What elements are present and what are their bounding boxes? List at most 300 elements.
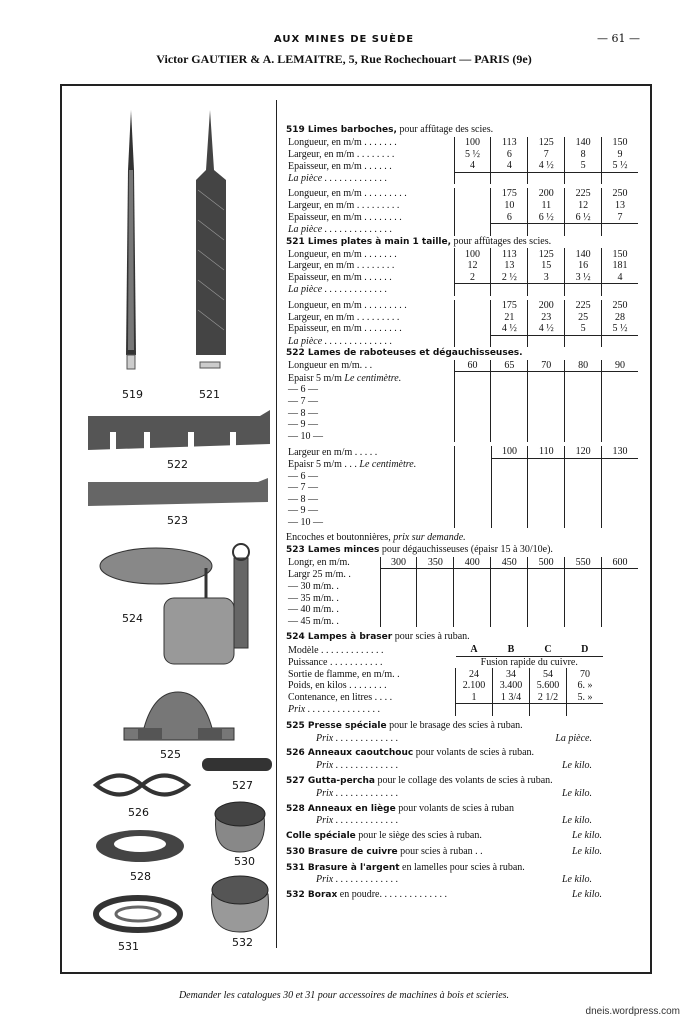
value-cell bbox=[528, 172, 565, 184]
table-cell bbox=[565, 569, 602, 581]
price-label: Prix . . . . . . . . . . . . . bbox=[316, 787, 399, 799]
row-label: Longueur, en m/m . . . . . . . . . bbox=[288, 188, 407, 200]
table-row bbox=[286, 188, 638, 200]
table-cell bbox=[454, 407, 491, 419]
item-name: Colle spéciale bbox=[286, 831, 356, 842]
model-cell: C bbox=[530, 644, 567, 656]
value-cell: 250 bbox=[602, 300, 638, 312]
row-label: Largr 25 m/m. . bbox=[288, 569, 351, 581]
row-label bbox=[286, 372, 454, 384]
value-cell bbox=[528, 223, 565, 235]
value-cell: 2 1/2 bbox=[530, 692, 567, 704]
value-cell: 28 bbox=[602, 311, 638, 323]
table-cell bbox=[380, 569, 417, 581]
table-cell bbox=[454, 517, 491, 529]
power-value: Fusion rapide du cuivre. bbox=[480, 657, 578, 669]
value-cell: 6 ½ bbox=[565, 211, 602, 223]
blade-522-illustration bbox=[88, 410, 270, 452]
value-cell bbox=[602, 223, 638, 235]
table-cell bbox=[602, 419, 638, 431]
value-cell: 5.600 bbox=[530, 680, 567, 692]
value-cell: 130 bbox=[602, 446, 638, 458]
table-cell bbox=[491, 419, 528, 431]
table-row bbox=[286, 668, 603, 680]
row-label: — 8 — bbox=[288, 407, 318, 419]
cork-ring-528-illustration bbox=[92, 826, 188, 868]
list-item-title bbox=[286, 862, 638, 875]
item-519-table-1 bbox=[286, 137, 638, 184]
item-desc: en poudre. . . . . . . . . . . . . . bbox=[337, 889, 447, 901]
fig-label-526: 526 bbox=[128, 806, 149, 819]
table-row bbox=[286, 680, 603, 692]
fig-label-530: 530 bbox=[234, 855, 255, 868]
table-cell bbox=[380, 604, 417, 616]
value-cell bbox=[454, 172, 491, 184]
table-row bbox=[286, 360, 638, 372]
price-label: Prix . . . . . . . . . . . . . bbox=[316, 760, 399, 772]
value-cell bbox=[493, 704, 530, 716]
value-cell: 13 bbox=[491, 260, 528, 272]
table-cell bbox=[565, 396, 602, 408]
table-cell bbox=[417, 581, 454, 593]
table-row bbox=[286, 372, 638, 384]
table-cell bbox=[602, 372, 638, 384]
list-item-title bbox=[286, 775, 638, 788]
table-row bbox=[286, 430, 638, 442]
row-label: Largeur, en m/m . . . . . . . . bbox=[288, 260, 395, 272]
value-cell bbox=[491, 223, 528, 235]
table-row bbox=[286, 300, 638, 312]
fig-label-525: 525 bbox=[160, 748, 181, 761]
price-label: Prix . . . . . . . . . . . . . bbox=[316, 815, 399, 827]
value-cell: 4 bbox=[602, 272, 638, 284]
table-row bbox=[286, 446, 638, 458]
list-item-title bbox=[286, 803, 638, 816]
table-row bbox=[286, 407, 638, 419]
table-cell bbox=[528, 482, 565, 494]
value-cell: 5 bbox=[565, 160, 602, 172]
row-label: — 10 — bbox=[288, 430, 323, 442]
row-label: Puissance . . . . . . . . . . . bbox=[288, 656, 383, 668]
price-row bbox=[286, 874, 638, 886]
table-cell bbox=[491, 396, 528, 408]
file-519-illustration bbox=[116, 110, 146, 370]
row-label: Epaisseur, en m/m . . . . . . bbox=[288, 272, 392, 284]
item-desc: pour volants de scies à ruban bbox=[395, 802, 514, 814]
table-cell bbox=[528, 604, 565, 616]
value-cell bbox=[491, 284, 528, 296]
value-cell: 25 bbox=[565, 311, 602, 323]
value-cell: 5. » bbox=[567, 692, 604, 704]
table-cell bbox=[491, 493, 528, 505]
item-name: 531 Brasure à l'argent bbox=[286, 862, 400, 873]
value-cell: 24 bbox=[456, 668, 493, 680]
row-label: La pièce . . . . . . . . . . . . . . bbox=[288, 224, 393, 235]
unit-label: Le centimètre. bbox=[359, 458, 417, 470]
list-item-title bbox=[286, 889, 638, 902]
value-cell: 200 bbox=[528, 188, 565, 200]
table-cell bbox=[380, 581, 417, 593]
item-523-heading: 523 Lames minces pour dégauchisseuses (épaisr 15 à 30/10e). bbox=[286, 544, 553, 555]
unit-label: La pièce. bbox=[555, 732, 592, 744]
value-cell: 4 ½ bbox=[491, 323, 528, 335]
model-cell: A bbox=[456, 644, 493, 656]
value-cell: 3 bbox=[528, 272, 565, 284]
row-label: — 45 m/m. . bbox=[288, 616, 339, 628]
item-524-table bbox=[286, 644, 603, 716]
row-label: — 6 — bbox=[288, 384, 318, 396]
table-cell bbox=[602, 493, 638, 505]
price-row bbox=[286, 760, 638, 772]
table-cell bbox=[602, 470, 638, 482]
table-cell bbox=[565, 407, 602, 419]
table-row bbox=[286, 482, 638, 494]
price-label: Prix . . . . . . . . . . . . . bbox=[316, 732, 399, 744]
value-cell: 34 bbox=[493, 668, 530, 680]
value-cell: 125 bbox=[528, 248, 565, 260]
value-cell: 175 bbox=[491, 300, 528, 312]
table-row bbox=[286, 160, 638, 172]
table-cell bbox=[454, 188, 491, 200]
table-row bbox=[286, 569, 638, 581]
value-cell: 150 bbox=[602, 248, 638, 260]
value-cell: 6 ½ bbox=[528, 211, 565, 223]
table-row bbox=[286, 419, 638, 431]
table-cell bbox=[454, 419, 491, 431]
table-row bbox=[286, 616, 638, 628]
fig-label-523: 523 bbox=[167, 514, 188, 527]
table-cell bbox=[602, 581, 638, 593]
table-cell bbox=[491, 517, 528, 529]
table-cell bbox=[528, 458, 565, 470]
table-cell bbox=[454, 593, 491, 605]
value-cell: 250 bbox=[602, 188, 638, 200]
table-cell bbox=[491, 470, 528, 482]
gutta-percha-527-illustration bbox=[200, 756, 276, 774]
value-cell: 113 bbox=[491, 137, 528, 149]
value-cell: 110 bbox=[528, 446, 565, 458]
table-cell bbox=[602, 569, 638, 581]
table-cell bbox=[528, 396, 565, 408]
table-cell bbox=[417, 616, 454, 628]
fig-label-527: 527 bbox=[232, 779, 253, 792]
table-row bbox=[286, 248, 638, 260]
accessory-list bbox=[286, 720, 638, 902]
item-name: 525 Presse spéciale bbox=[286, 720, 387, 731]
unit-label: Le kilo. bbox=[562, 815, 592, 827]
copper-brazing-530-illustration bbox=[210, 796, 270, 854]
value-cell: 2 bbox=[454, 272, 491, 284]
table-cell bbox=[454, 604, 491, 616]
table-cell bbox=[602, 482, 638, 494]
row-label: — 35 m/m. . bbox=[288, 592, 339, 604]
column-divider bbox=[276, 100, 277, 948]
item-desc: pour scies à ruban . . bbox=[397, 845, 483, 857]
table-cell bbox=[565, 419, 602, 431]
table-row bbox=[286, 148, 638, 160]
table-row bbox=[286, 505, 638, 517]
table-cell bbox=[528, 616, 565, 628]
table-cell bbox=[565, 372, 602, 384]
table-cell bbox=[602, 430, 638, 442]
table-cell bbox=[528, 384, 565, 396]
table-row bbox=[286, 593, 638, 605]
value-cell: 2 ½ bbox=[491, 272, 528, 284]
row-label: — 7 — bbox=[288, 395, 318, 407]
item-desc: pour le siège des scies à ruban. bbox=[355, 830, 482, 842]
table-row bbox=[286, 200, 638, 212]
table-cell bbox=[491, 372, 528, 384]
table-row bbox=[286, 493, 638, 505]
row-label: — 7 — bbox=[288, 482, 318, 494]
thickness-label: Epaisr 5 m/m . . . bbox=[288, 458, 360, 470]
table-cell bbox=[565, 517, 602, 529]
item-desc: pour le collage des volants de scies à ruban. bbox=[374, 774, 553, 786]
value-cell: 7 bbox=[528, 148, 565, 160]
value-cell: 1 3/4 bbox=[493, 692, 530, 704]
table-cell bbox=[380, 593, 417, 605]
value-cell: 100 bbox=[454, 248, 491, 260]
table-cell bbox=[454, 470, 491, 482]
file-521-illustration bbox=[190, 110, 230, 376]
value-cell: 8 bbox=[565, 148, 602, 160]
table-cell bbox=[565, 458, 602, 470]
item-522-note: Encoches et boutonnières, prix sur demande. bbox=[286, 532, 466, 544]
value-cell: 3.400 bbox=[493, 680, 530, 692]
table-row bbox=[286, 470, 638, 482]
unit-label: Le centimètre. bbox=[344, 372, 402, 384]
table-cell bbox=[454, 569, 491, 581]
value-cell: 225 bbox=[565, 188, 602, 200]
borax-532-illustration bbox=[206, 872, 274, 934]
table-cell bbox=[454, 396, 491, 408]
item-name: 532 Borax bbox=[286, 890, 338, 901]
model-cell: D bbox=[567, 644, 604, 656]
value-cell: 550 bbox=[565, 557, 602, 569]
row-label: — 9 — bbox=[288, 505, 318, 517]
table-cell bbox=[417, 604, 454, 616]
fig-label-521: 521 bbox=[199, 388, 220, 401]
row-label: — 6 — bbox=[288, 470, 318, 482]
value-cell bbox=[530, 704, 567, 716]
value-cell: 12 bbox=[565, 200, 602, 212]
model-cell: B bbox=[493, 644, 530, 656]
value-cell: 125 bbox=[528, 137, 565, 149]
table-cell bbox=[491, 384, 528, 396]
table-row bbox=[286, 396, 638, 408]
table-cell bbox=[454, 384, 491, 396]
catalog-title: AUX MINES DE SUÈDE bbox=[273, 34, 415, 45]
value-cell: 450 bbox=[491, 557, 528, 569]
table-cell bbox=[528, 419, 565, 431]
table-cell bbox=[528, 407, 565, 419]
list-item bbox=[286, 889, 638, 902]
row-label: Modèle . . . . . . . . . . . . . bbox=[288, 644, 384, 656]
table-cell bbox=[454, 200, 491, 212]
table-cell bbox=[528, 593, 565, 605]
table-cell bbox=[602, 616, 638, 628]
value-cell: 175 bbox=[491, 188, 528, 200]
row-label: — 9 — bbox=[288, 419, 318, 431]
unit-label: Le kilo. bbox=[572, 830, 602, 842]
list-item bbox=[286, 775, 638, 800]
footer-note: Demander les catalogues 30 et 31 pour accessoires de machines à bois et scieries. bbox=[178, 990, 510, 1001]
table-cell bbox=[454, 223, 491, 235]
table-cell bbox=[565, 470, 602, 482]
value-cell: 10 bbox=[491, 200, 528, 212]
value-cell bbox=[528, 284, 565, 296]
table-cell bbox=[602, 384, 638, 396]
value-cell bbox=[565, 284, 602, 296]
price-row bbox=[286, 815, 638, 827]
table-cell bbox=[454, 482, 491, 494]
price-label: Prix . . . . . . . . . . . . . bbox=[316, 874, 399, 886]
value-cell: 54 bbox=[530, 668, 567, 680]
item-desc: pour volants de scies à ruban. bbox=[413, 747, 535, 759]
press-525-illustration bbox=[114, 688, 244, 746]
table-cell bbox=[491, 616, 528, 628]
row-label: — 8 — bbox=[288, 493, 318, 505]
list-item-title bbox=[286, 747, 638, 760]
list-item bbox=[286, 803, 638, 828]
item-521-table-1 bbox=[286, 248, 638, 295]
value-cell: 5 ½ bbox=[602, 323, 638, 335]
table-cell bbox=[602, 407, 638, 419]
table-cell bbox=[565, 505, 602, 517]
table-cell bbox=[454, 211, 491, 223]
table-row bbox=[286, 557, 638, 569]
watermark: dneis.wordpress.com bbox=[585, 1006, 680, 1017]
unit-label: Le kilo. bbox=[572, 845, 602, 857]
value-cell: 1 bbox=[456, 692, 493, 704]
table-cell bbox=[565, 581, 602, 593]
rubber-ring-526-illustration bbox=[92, 770, 192, 800]
table-cell bbox=[602, 604, 638, 616]
list-item-title bbox=[286, 846, 638, 859]
value-cell: 6 bbox=[491, 211, 528, 223]
unit-label: Le kilo. bbox=[572, 889, 602, 901]
row-label: Poids, en kilos . . . . . . . . bbox=[288, 680, 387, 692]
row-label: Longueur en m/m. . . bbox=[288, 360, 373, 372]
value-cell: 140 bbox=[565, 248, 602, 260]
item-522-table-1 bbox=[286, 360, 638, 442]
thickness-label: Epaisr 5 m/m bbox=[288, 372, 345, 384]
fig-label-524: 524 bbox=[122, 612, 143, 625]
blade-523-illustration bbox=[88, 478, 268, 508]
value-cell: 100 bbox=[454, 137, 491, 149]
table-row bbox=[286, 323, 638, 335]
value-cell: 500 bbox=[528, 557, 565, 569]
table-cell bbox=[528, 505, 565, 517]
value-cell: 21 bbox=[491, 311, 528, 323]
value-cell: 4 ½ bbox=[528, 160, 565, 172]
row-label: La pièce . . . . . . . . . . . . . bbox=[288, 172, 388, 184]
value-cell: 2.100 bbox=[456, 680, 493, 692]
item-519-table-2 bbox=[286, 188, 638, 235]
fig-label-528: 528 bbox=[130, 870, 151, 883]
value-cell: 140 bbox=[565, 137, 602, 149]
row-label: La pièce . . . . . . . . . . . . . bbox=[288, 284, 388, 296]
list-item-title bbox=[286, 830, 638, 843]
table-cell bbox=[491, 430, 528, 442]
table-row bbox=[286, 272, 638, 284]
table-cell bbox=[454, 581, 491, 593]
list-item bbox=[286, 830, 638, 843]
item-name: 527 Gutta-percha bbox=[286, 775, 375, 786]
item-name: 530 Brasure de cuivre bbox=[286, 846, 398, 857]
table-cell bbox=[602, 396, 638, 408]
value-cell: 200 bbox=[528, 300, 565, 312]
product-listing bbox=[286, 124, 638, 905]
value-cell: 120 bbox=[565, 446, 602, 458]
table-cell bbox=[565, 482, 602, 494]
unit-label: Le kilo. bbox=[562, 787, 592, 799]
value-cell: 9 bbox=[602, 148, 638, 160]
table-row bbox=[286, 704, 603, 716]
table-row bbox=[286, 458, 638, 470]
table-cell bbox=[491, 505, 528, 517]
value-cell: 15 bbox=[528, 260, 565, 272]
row-label: Largeur en m/m . . . . . bbox=[288, 446, 378, 458]
table-cell bbox=[454, 505, 491, 517]
value-cell: 4 bbox=[454, 160, 491, 172]
table-cell bbox=[454, 335, 491, 347]
list-item bbox=[286, 747, 638, 772]
table-cell bbox=[491, 581, 528, 593]
row-label: Epaisseur, en m/m . . . . . . bbox=[288, 160, 392, 172]
value-cell: 300 bbox=[380, 557, 417, 569]
item-524-heading: 524 Lampes à braser pour scies à ruban. bbox=[286, 631, 470, 643]
value-cell bbox=[602, 172, 638, 184]
row-label: Largeur, en m/m . . . . . . . . . bbox=[288, 200, 400, 212]
item-522-table-2 bbox=[286, 446, 638, 528]
table-cell bbox=[491, 604, 528, 616]
item-522-heading: 522 Lames de raboteuses et dégauchisseuses. bbox=[286, 348, 523, 359]
item-523-table bbox=[286, 557, 638, 628]
row-label: Longueur, en m/m . . . . . . . bbox=[288, 248, 397, 260]
value-cell: 5 ½ bbox=[602, 160, 638, 172]
value-cell: 6. » bbox=[567, 680, 604, 692]
row-label: — 40 m/m. . bbox=[288, 604, 339, 616]
value-cell: 6 bbox=[491, 148, 528, 160]
table-cell bbox=[528, 517, 565, 529]
row-label: Sortie de flamme, en m/m. . bbox=[288, 668, 400, 680]
row-label: Largeur, en m/m . . . . . . . . bbox=[288, 148, 395, 160]
table-row bbox=[286, 692, 603, 704]
unit-label: Le kilo. bbox=[562, 874, 592, 886]
page-number: — 61 — bbox=[597, 32, 640, 45]
row-label: La pièce . . . . . . . . . . . . . . bbox=[288, 335, 393, 347]
value-cell bbox=[565, 223, 602, 235]
value-cell: 13 bbox=[602, 200, 638, 212]
value-cell: 16 bbox=[565, 260, 602, 272]
table-cell bbox=[454, 430, 491, 442]
row-label bbox=[286, 458, 454, 470]
table-cell bbox=[528, 569, 565, 581]
row-label: Prix . . . . . . . . . . . . . . . bbox=[288, 704, 381, 716]
silver-brazing-531-illustration bbox=[92, 892, 184, 936]
value-cell: 100 bbox=[491, 446, 528, 458]
row-label: Contenance, en litres . . . . bbox=[288, 692, 393, 704]
price-row bbox=[286, 733, 638, 745]
value-cell: 70 bbox=[528, 360, 565, 372]
value-cell: 11 bbox=[528, 200, 565, 212]
row-label: Longr, en m/m. bbox=[288, 557, 350, 569]
table-cell bbox=[417, 569, 454, 581]
fig-label-522: 522 bbox=[167, 458, 188, 471]
row-label: Largeur, en m/m . . . . . . . . . bbox=[288, 311, 400, 323]
value-cell: 5 bbox=[565, 323, 602, 335]
